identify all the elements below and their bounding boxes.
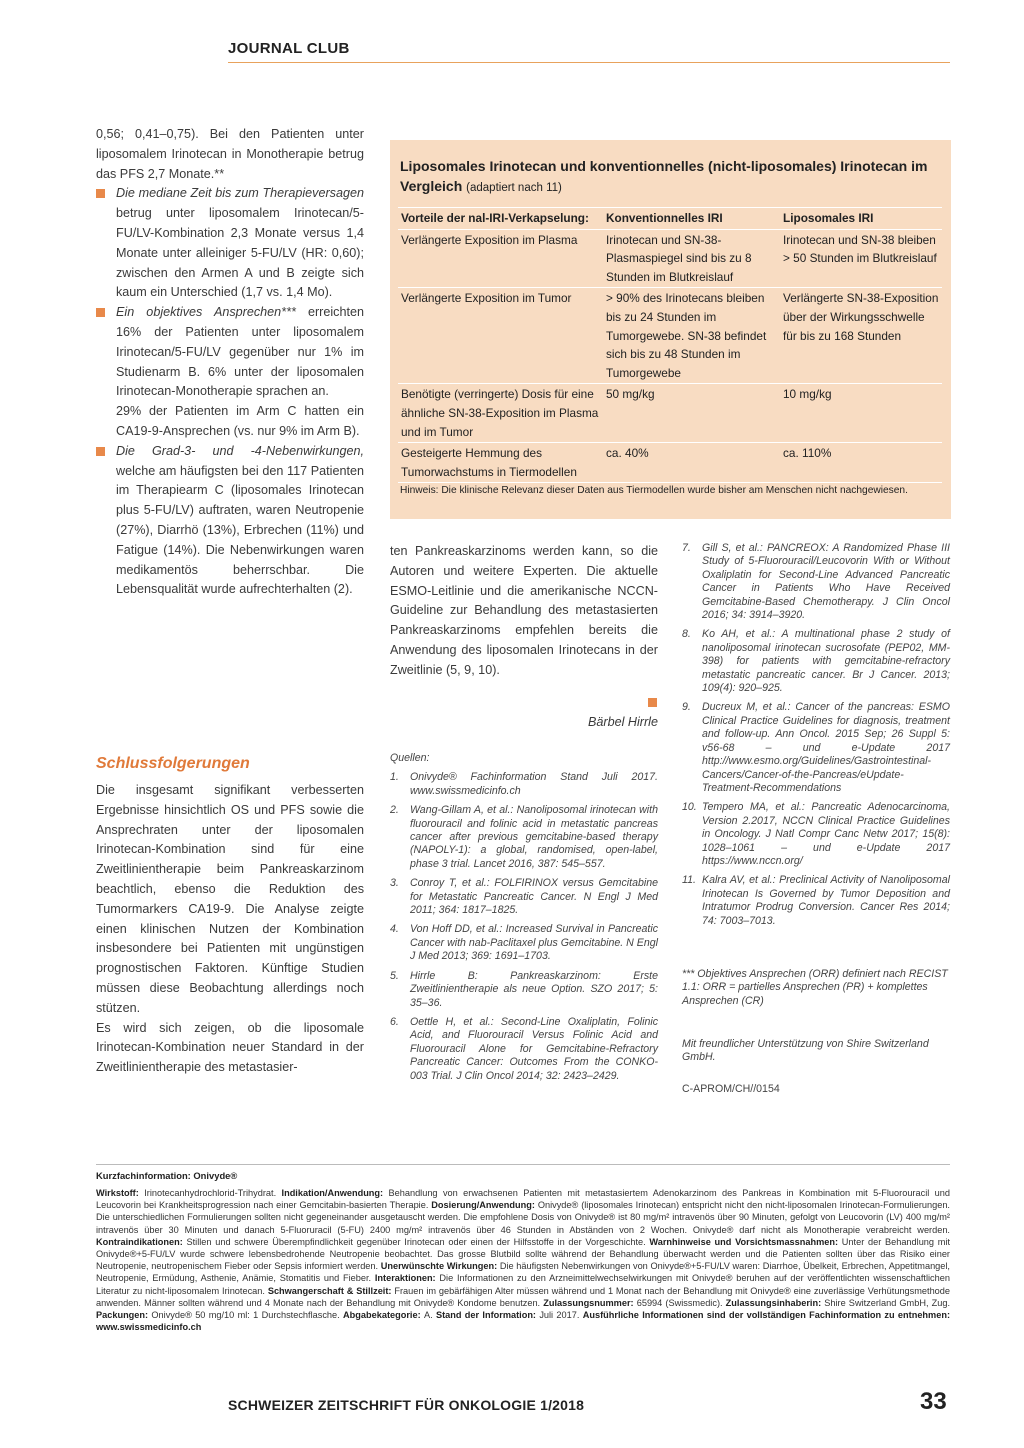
reference-number: 6.	[390, 1015, 399, 1028]
comparison-table	[398, 207, 942, 483]
prescribing-info-value: Die Informationen zu den Arzneimittelwechselwirkungen mit Onivyde® beruhen auf der veröffentlichten wissenschaftlichen Literatur zu nicht-liposomalem Irinotecan.	[96, 1273, 950, 1296]
prescribing-info-label: Dosierung/Anwendung:	[431, 1200, 538, 1211]
divider	[96, 1164, 950, 1165]
reference-text: Tempero MA, et al.: Pancreatic Adenocarcinoma, Version 2.2017, NCCN Clinical Practice Guidelines in Oncology. J Natl Compr Canc Netw 2017; 15(8): 1028–1061 – und e-Update 2017 https://www.nccn.org/	[702, 801, 950, 867]
bullet-square-icon	[96, 447, 105, 456]
prescribing-info-label: Abgabekategorie:	[343, 1310, 424, 1321]
journal-name: SCHWEIZER ZEITSCHRIFT FÜR ONKOLOGIE 1/2018	[228, 1397, 585, 1413]
reference-number: 9.	[682, 701, 691, 714]
sponsor-note: Mit freundlicher Unterstützung von Shire Switzerland GmbH.	[682, 1038, 929, 1064]
prescribing-info-label: Kontraindikationen:	[96, 1236, 187, 1247]
paragraph: 29% der Patienten im Arm C hatten ein CA19-9-Ansprechen (vs. nur 9% im Arm B).	[116, 404, 364, 438]
reference-item	[390, 1016, 658, 1083]
table-row	[398, 288, 942, 384]
bullet-emphasis: Die Grad-3- und -4-Nebenwirkungen,	[116, 443, 364, 458]
table-row	[398, 443, 942, 483]
reference-item	[390, 923, 658, 963]
reference-text: Wang-Gillam A, et al.: Nanoliposomal irinotecan with fluorouracil and folinic acid in metastatic pancreas cancer after previous gemcitabine-based therapy (NAPOLY-1): a global, randomised, open-label, phase 3 trial. Lancet 2016, 387: 545–557.	[410, 804, 658, 870]
prescribing-info-value: Irinotecanhydrochlorid-Trihydrat.	[144, 1188, 282, 1198]
prescribing-info-label: Zulassungsnummer:	[543, 1297, 637, 1308]
prescribing-info-value: A.	[423, 1310, 436, 1321]
bullet-emphasis: Die mediane Zeit bis zum Therapieversagen	[116, 186, 364, 201]
paragraph: ten Pankreaskarzinoms werden kann, so die Autoren und weitere Experten. Die aktuelle ESMO-Leitlinie und die amerikanische NCCN-Guideline zur Behandlung des metastasierten Pankreaskarzinoms empfehlen bereits die Anwendung des liposomalen Irinotecans in der Zweitlinie (5, 9, 10).	[390, 544, 658, 677]
bullet-square-icon	[96, 308, 105, 317]
reference-number: 3.	[390, 877, 399, 890]
table-cell: Irinotecan und SN-38-Plasmaspiegel sind bis zu 8 Stunden im Blutkreislauf	[603, 229, 780, 288]
box-note: Hinweis: Die klinische Relevanz dieser Daten aus Tiermodellen wurde bisher am Menschen nicht nachgewiesen.	[400, 485, 908, 496]
table-cell: 50 mg/kg	[603, 384, 780, 443]
table-cell: 10 mg/kg	[780, 384, 942, 443]
box-title-text: Liposomales Irinotecan und konventionnelles (nicht-liposomales) Irinotecan im Vergleich	[400, 158, 928, 194]
prescribing-info-label: Packungen:	[96, 1310, 152, 1321]
reference-number: 5.	[390, 969, 399, 982]
prescribing-info-label: Zulassungsinhaberin:	[725, 1297, 825, 1308]
prescribing-info-text	[96, 1187, 950, 1333]
table-cell: Irinotecan und SN-38 bleiben > 50 Stunden im Blutkreislauf	[780, 229, 942, 288]
end-mark-icon	[648, 698, 657, 707]
journal-section-title: JOURNAL CLUB	[228, 40, 350, 57]
table-row	[398, 229, 942, 288]
reference-item	[390, 877, 658, 917]
prescribing-info-value: Juli 2017.	[539, 1310, 583, 1321]
reference-text: Oettle H, et al.: Second-Line Oxaliplatin, Folinic Acid, and Fluorouracil Versus Folinic Acid and Fluorouracil Alone for Gemcitabine-Refractory Pancreatic Cancer: Outcomes From the CONKO-003 Trial. J Clin Oncol 2014; 32: 2423–2429.	[410, 1015, 658, 1082]
prescribing-info-value: 65994 (Swissmedic).	[636, 1297, 726, 1308]
reference-text: Ducreux M, et al.: Cancer of the pancreas: ESMO Clinical Practice Guidelines for diagnosis, treatment and follow-up. Ann Oncol. 2015 Sep; 26 Suppl 5: v56-68 – und e-Update 2017 http://www.esmo.org/Guidelines/Gastrointestinal-Cancers/Cancer-of-the-Pancreas/eUpdate-Treatment-Recommendations	[702, 701, 950, 794]
reference-item	[390, 970, 658, 1010]
table-header: Vorteile der nal-IRI-Verkapselung:	[398, 208, 603, 230]
reference-text: Ko AH, et al.: A multinational phase 2 study of nanoliposomal irinotecan sucrosofate (PEP02, MM-398) for patients with gemcitabine-refractory metastatic pancreatic cancer. Br J Cancer. 2013; 109(4): 920–925.	[702, 628, 950, 695]
prescribing-info-label: Warnhinweise und Vorsichtsmassnahmen:	[649, 1236, 842, 1247]
table-cell: ca. 110%	[780, 443, 942, 483]
bullet-text: welche am häufigsten bei den 117 Patienten im Therapiearm C (liposomales Irinotecan plus 5-FU/LV) auftraten, waren Neutropenie (27%), Diarrhö (13%), Erbrechen (11%) und Fatigue (14%). Die Nebenwirkungen waren medikamentös beherrschbar. Die Lebensqualität wurde aufrechterhalten (2).	[116, 463, 364, 597]
table-cell: Benötigte (verringerte) Dosis für eine ähnliche SN-38-Exposition im Plasma und im Tumor	[398, 384, 603, 443]
reference-item	[682, 628, 950, 695]
box-title	[400, 156, 940, 198]
footnote-orr: *** Objektives Ansprechen (ORR) definiert nach RECIST 1.1: ORR = partielles Ansprechen (PR) + komplettes Ansprechen (CR)	[682, 968, 948, 1007]
table-cell: Verlängerte Exposition im Plasma	[398, 229, 603, 288]
bullet-square-icon	[96, 189, 105, 198]
section-heading: Schlussfolgerungen	[96, 755, 250, 772]
middle-column	[390, 542, 658, 681]
reference-item	[390, 804, 658, 871]
bullet-emphasis: Ein objektives Ansprechen***	[116, 305, 296, 320]
prescribing-info-title: Kurzfachinformation: Onivyde®	[96, 1170, 238, 1181]
reference-text: Onivyde® Fachinformation Stand Juli 2017. www.swissmedicinfo.ch	[410, 771, 658, 797]
reference-number: 8.	[682, 628, 691, 641]
paragraph: 0,56; 0,41–0,75). Bei den Patienten unter liposomalem Irinotecan in Monotherapie betrug das PFS 2,7 Monate.**	[96, 127, 364, 181]
table-cell: > 90% des Irinotecans bleiben bis zu 24 Stunden im Tumorgewebe. SN-38 befindet sich bis zu 48 Stunden im Tumorgewebe	[603, 288, 780, 384]
bullet-item	[96, 184, 364, 303]
reference-item	[390, 771, 658, 798]
author-name: Bärbel Hirrle	[588, 715, 658, 729]
document-code: C-APROM/CH//0154	[682, 1083, 780, 1095]
references-heading: Quellen:	[390, 752, 430, 764]
prescribing-info-label: Interaktionen:	[374, 1273, 440, 1284]
table-header-row	[398, 208, 942, 230]
reference-item	[682, 801, 950, 868]
reference-number: 10.	[682, 801, 697, 814]
reference-item	[682, 542, 950, 622]
table-cell: ca. 40%	[603, 443, 780, 483]
bullet-item	[96, 303, 364, 402]
table-cell: Gesteigerte Hemmung des Tumorwachstums in Tiermodellen	[398, 443, 603, 483]
reference-item	[682, 701, 950, 795]
prescribing-info-value: Stillen und schwere Überempfindlichkeit gegenüber Irinotecan oder einen der Hilfsstoffe in der Vorgeschichte.	[186, 1236, 650, 1247]
reference-number: 7.	[682, 542, 691, 554]
reference-number: 11.	[682, 874, 696, 887]
bullet-text: erreichten 16% der Patienten unter liposomalem Irinotecan/5-FU/LV gegenüber nur 1% im Studienarm B. 6% unter der liposomalen Irinotecan-Monotherapie sprachen an.	[116, 305, 364, 399]
reference-text: Conroy T, et al.: FOLFIRINOX versus Gemcitabine for Metastatic Pancreatic Cancer. N Engl J Med 2011; 364: 1817–1825.	[410, 877, 658, 917]
references-list-continued	[682, 542, 950, 934]
prescribing-info-value: Shire Switzerland GmbH, Zug.	[824, 1297, 951, 1308]
conclusions-text	[96, 781, 364, 1078]
paragraph: Es wird sich zeigen, ob die liposomale Irinotecan-Kombination neuer Standard in der Zweitlinientherapie des metastasier-	[96, 1020, 364, 1075]
table-cell: Verlängerte Exposition im Tumor	[398, 288, 603, 384]
prescribing-info-label: Schwangerschaft & Stillzeit:	[267, 1285, 395, 1296]
bullet-item	[96, 442, 364, 600]
prescribing-info-value: Frauen im gebärfähigen Alter müssen während und 1 Monat nach der Behandlung mit Onivyde® eine zuverlässige Verhütungsmethode anwenden. Männer sollten während und 4 Monate nach der Behandlung mit Onivyde® Kondome benutzen.	[96, 1285, 951, 1308]
reference-number: 4.	[390, 923, 399, 936]
prescribing-info-value: Onivyde® 50 mg/10 ml: 1 Durchstechflasche.	[151, 1310, 344, 1321]
reference-text: Hirrle B: Pankreaskarzinom: Erste Zweitlinientherapie als neue Option. SZO 2017; 5: 35–36.	[410, 969, 658, 1009]
reference-number: 1.	[390, 771, 399, 784]
reference-text: Kalra AV, et al.: Preclinical Activity of Nanoliposomal Irinotecan Is Governed by Tumor Deposition and Intratumor Prodrug Conversion. Cancer Res 2014; 74: 7003–7013.	[702, 874, 950, 927]
reference-text: Gill S, et al.: PANCREOX: A Randomized Phase III Study of 5-Fluorouracil/Leucovorin With or Without Oxaliplatin for Second-Line Advanced Pancreatic Cancer in Patients Who Have Received Gemcitabine-Based Chemotherapy. J Clin Oncol 2016; 34: 3914–3920.	[702, 542, 950, 622]
table-header: Konventionnelles IRI	[603, 208, 780, 230]
page-number: 33	[920, 1388, 947, 1415]
prescribing-info-label: Ausführliche Informationen sind der vollständigen Fachinformation zu entnehmen: www.swissmedicinfo.ch	[96, 1310, 950, 1333]
references-list	[390, 752, 658, 1089]
prescribing-info-value: Onivyde® (liposomales Irinotecan) entspricht nicht den nicht-liposomalen Irinotecan-Formulierungen. Die unterschiedlichen Formulierungen sollten nicht gegeneinander ausgetauscht werden. Die empfohlene Dosis von Onivyde® ist 80 mg/m² intravenös über 90 Minuten, gefolgt von Leucovorin (LV) 400 mg/m² intravenös über 30 Minuten und danach 5-Fluoruracil (5-FU) 2400 mg/m² intravenös über 46 Stunden in Abständen von 2 Wochen. Onivyde® darf nicht als Monotherapie verabreicht werden.	[96, 1200, 950, 1235]
prescribing-info-label: Wirkstoff:	[96, 1188, 145, 1198]
prescribing-info-label: Indikation/Anwendung:	[281, 1188, 389, 1198]
prescribing-info-label: Unerwünschte Wirkungen:	[380, 1261, 500, 1272]
reference-item	[682, 874, 950, 928]
box-subtitle: (adaptiert nach 11)	[466, 182, 562, 194]
prescribing-info-value: Die häufigsten Nebenwirkungen von Onivyde®+5-FU/LV waren: Diarrhoe, Übelkeit, Erbrechen, Appetitmangel, Neutropenie, Ermüdung, Asthenie, Anämie, Stomatitis und Fieber.	[96, 1261, 950, 1284]
prescribing-info-value: Unter der Behandlung mit Onivyde®+5-FU/LV wurde schwere lebensbedrohende Neutropenie beobachtet. Das grosse Blutbild sollte während der Behandlung überwacht werden und die Patienten sollten über das Risiko einer Neutropenie, neutropenischem Fieber oder Sepsis informiert werden.	[96, 1236, 950, 1272]
bullet-text: betrug unter liposomalem Irinotecan/5-FU/LV-Kombination 2,3 Monate versus 1,4 Monate unter alleiniger 5-FU/LV (HR: 0,60); zwischen den Armen A und B zeigte sich kaum ein Unterschied (1,7 vs. 1,4 Mo).	[116, 206, 364, 300]
prescribing-info-value: Behandlung von erwachsenen Patienten mit metastasiertem Adenokarzinom des Pankreas in Kombination mit 5-Fluorouracil und Leucovorin bei Krankheitsprogression nach einer Gemcitabin-basierten Therapie.	[96, 1188, 951, 1211]
reference-text: Von Hoff DD, et al.: Increased Survival in Pancreatic Cancer with nab-Paclitaxel plus Gemcitabine. N Engl J Med 2013; 369: 1691–1703.	[410, 923, 658, 963]
table-header: Liposomales IRI	[780, 208, 942, 230]
reference-number: 2.	[390, 804, 399, 817]
paragraph: Die insgesamt signifikant verbesserten Ergebnisse hinsichtlich OS und PFS sowie die Ansprechraten unter der liposomalen Irinotecan-Kombination sind für eine Zweitlinientherapie beim Pankreaskarzinom beachtlich, ebenso die Reduktion des Tumormarkers CA19-9. Die Analyse zeigte einen klinischen Nutzen der Kombination insbesondere bei Patienten mit ungünstigen prognostischen Faktoren. Künftige Studien müssen diese Beobachtung allerdings noch stützen.	[96, 783, 364, 1015]
table-cell: Verlängerte SN-38-Exposition über der Wirkungsschwelle für bis zu 168 Stunden	[780, 288, 942, 384]
prescribing-info-label: Stand der Information:	[435, 1310, 540, 1321]
header-rule	[228, 62, 950, 63]
left-column	[96, 125, 364, 600]
table-row	[398, 384, 942, 443]
